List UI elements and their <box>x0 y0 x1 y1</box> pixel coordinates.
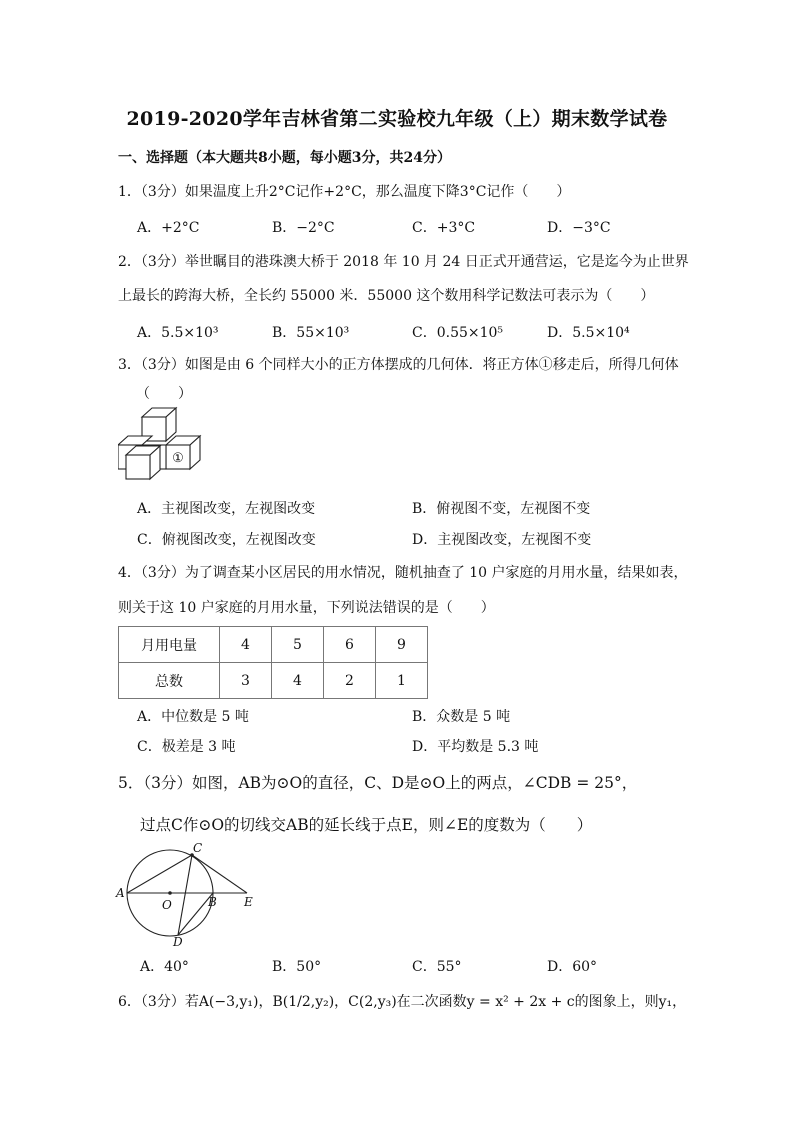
line-ac <box>127 855 192 893</box>
table-row-label: 总数 <box>119 663 220 699</box>
q3-stem-line1: 3．（3分）如图是由 6 个同样大小的正方体摆成的几何体．将正方体①移走后，所得几何体 <box>118 357 679 373</box>
q6-stem: 6．（3分）若A(−3,y₁)，B(1/2,y₂)，C(2,y₃)在二次函数y = x² + 2x + c的图象上，则y₁， <box>118 994 687 1010</box>
q4-stem-line2: 则关于这 10 户家庭的月用水量，下列说法错误的是（ ） <box>118 600 495 616</box>
label-c: C <box>193 843 203 855</box>
table-cell: 4 <box>272 663 324 699</box>
section-heading: 一、选择题（本大题共8小题，每小题3分，共24分） <box>118 150 451 166</box>
q4-option-c: C．极差是 3 吨 <box>137 739 236 755</box>
left-cube-top <box>118 436 152 445</box>
q2-option-a: A．5.5×10³ <box>137 325 219 341</box>
table-row-label: 月用电量 <box>119 627 220 663</box>
water-usage-table <box>118 626 428 699</box>
q5-stem-line2: 过点C作⊙O的切线交AB的延长线于点E，则∠E的度数为（ ） <box>140 816 593 834</box>
q4-option-a: A．中位数是 5 吨 <box>137 709 249 725</box>
table-cell: 4 <box>220 627 272 663</box>
q1-option-a: A．+2°C <box>137 220 200 236</box>
q5-option-a: A．40° <box>140 959 189 975</box>
q1-stem: 1．（3分）如果温度上升2°C记作+2°C，那么温度下降3°C记作（ ） <box>118 184 571 200</box>
label-d: D <box>173 935 183 948</box>
q5-option-c: C．55° <box>412 959 462 975</box>
table-cell: 1 <box>376 663 428 699</box>
q5-option-b: B．50° <box>272 959 322 975</box>
table-cell: 6 <box>324 627 376 663</box>
q1-option-b: B．−2°C <box>272 220 335 236</box>
q2-stem-line2: 上最长的跨海大桥，全长约 55000 米．55000 这个数用科学记数法可表示为（ ） <box>118 288 655 304</box>
q2-option-d: D．5.5×10⁴ <box>547 325 630 341</box>
q3-option-d: D．主视图改变，左视图不变 <box>412 532 592 548</box>
label-a: A <box>116 886 125 900</box>
q5-stem-line1: 5．（3分）如图，AB为⊙O的直径，C、D是⊙O上的两点，∠CDB = 25°， <box>118 774 638 792</box>
q3-option-a: A．主视图改变，左视图改变 <box>137 501 316 517</box>
q2-option-b: B．55×10³ <box>272 325 350 341</box>
line-ce <box>192 855 247 893</box>
label-b: B <box>208 895 217 909</box>
q1-option-d: D．−3°C <box>547 220 611 236</box>
q3-stem-line2: （ ） <box>136 386 192 402</box>
cube-figure <box>118 405 204 489</box>
line-cd <box>178 855 192 935</box>
table-cell: 3 <box>220 663 272 699</box>
cube-label: ① <box>172 451 184 466</box>
table-row <box>119 663 428 699</box>
table-row <box>119 627 428 663</box>
exam-title: 2019-2020学年吉林省第二实验校九年级（上）期末数学试卷 <box>126 108 668 130</box>
q4-option-d: D．平均数是 5.3 吨 <box>412 739 539 755</box>
table-cell: 5 <box>272 627 324 663</box>
q2-stem-line1: 2．（3分）举世瞩目的港珠澳大桥于 2018 年 10 月 24 日正式开通营运，它是迄今为止世界 <box>118 254 689 270</box>
front-cube-front <box>126 455 150 479</box>
label-e: E <box>244 895 253 909</box>
label-o: O <box>162 898 172 912</box>
table-cell: 9 <box>376 627 428 663</box>
q3-option-c: C．俯视图改变，左视图改变 <box>137 532 316 548</box>
q4-stem-line1: 4．（3分）为了调查某小区居民的用水情况，随机抽查了 10 户家庭的月用水量，结果如表， <box>118 565 688 581</box>
q2-option-c: C．0.55×10⁵ <box>412 325 504 341</box>
table-cell: 2 <box>324 663 376 699</box>
q4-option-b: B．众数是 5 吨 <box>412 709 511 725</box>
center-point <box>168 891 172 895</box>
circle-figure <box>115 843 265 948</box>
q1-option-c: C．+3°C <box>412 220 476 236</box>
q3-option-b: B．俯视图不变，左视图不变 <box>412 501 591 517</box>
q5-option-d: D．60° <box>547 959 598 975</box>
